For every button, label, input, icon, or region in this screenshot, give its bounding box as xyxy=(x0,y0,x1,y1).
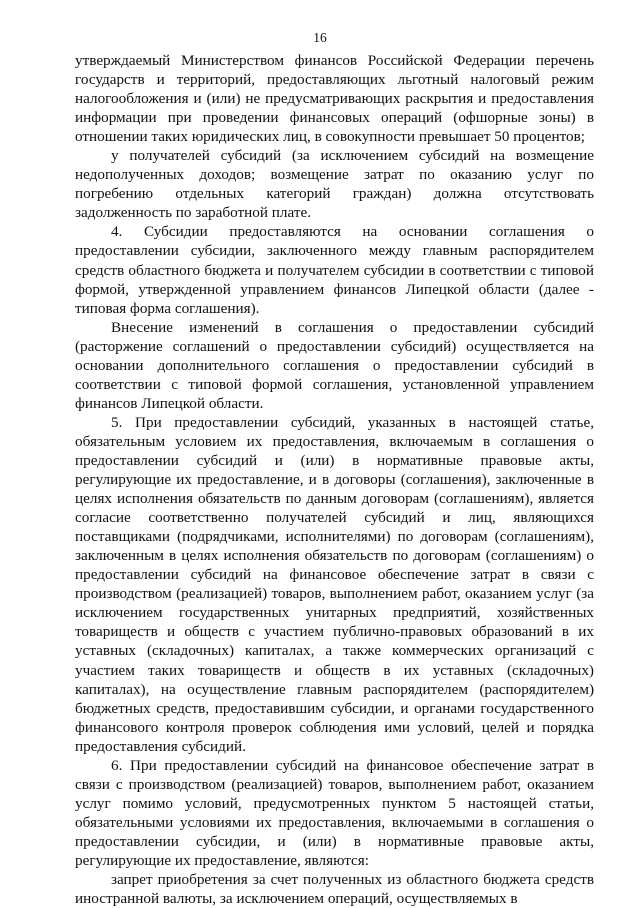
paragraph-wage-arrears-condition: у получателей субсидий (за исключением субсидий на возмещение недополученных доходов; возмещение затрат по оказанию услуг по погребению отдельных категорий граждан) должна отсутствовать задолженность по заработной плате. xyxy=(75,147,594,222)
paragraph-foreign-currency-ban: запрет приобретения за счет полученных из областного бюджета средств иностранной валюты, за исключением операций, осуществляемых в xyxy=(75,871,594,908)
document-body xyxy=(75,51,594,908)
paragraph-clause-4: 4. Субсидии предоставляются на основании соглашения о предоставлении субсидии, заключенного между главным распорядителем средств областного бюджета и получателем субсидии в соответствии с типовой формой, утвержденной управлением финансов Липецкой области (далее - типовая форма соглашения). xyxy=(75,223,594,317)
paragraph-agreement-amendments: Внесение изменений в соглашения о предоставлении субсидий (расторжение соглашений о предоставлении субсидий) осуществляется на основании дополнительного соглашения о предоставлении субсидий в соответствии с типовой формой соглашения, установленной управлением финансов Липецкой области. xyxy=(75,318,594,412)
paragraph-offshore-continuation: утверждаемый Министерством финансов Российской Федерации перечень государств и территорий, предоставляющих льготный налоговый режим налогообложения и (или) не предусматривающих раскрытия и предоставления информации при проведении финансовых операций (офшорные зоны) в отношении таких юридических лиц, в совокупности превышает 50 процентов; xyxy=(75,52,594,146)
paragraph-clause-6: 6. При предоставлении субсидий на финансовое обеспечение затрат в связи с производством (реализацией) товаров, выполнением работ, оказанием услуг помимо условий, предусмотренных пунктом 5 настоящей статьи, обязательными условиями их предоставления, включаемыми в соглашения о предоставлении субсидии, и (или) в нормативные правовые акты, регулирующие их предоставление, являются: xyxy=(75,756,594,869)
page-number: 16 xyxy=(313,30,327,45)
paragraph-clause-5: 5. При предоставлении субсидий, указанных в настоящей статье, обязательным условием их предоставления, включаемым в соглашения о предоставлении субсидий и (или) в нормативные правовые акты, регулирующие их предоставление, и в договоры (соглашения), заключенные в целях исполнения обязательств по данным договорам (соглашениям), является согласие соответственно получателей субсидий и лиц, являющихся поставщиками (подрядчиками, исполнителями) по договорам (соглашениям), заключенным в целях исполнения обязательств по договорам (соглашениям) о предоставлении субсидий на финансовое обеспечение затрат в связи с производством (реализацией) товаров, выполнением работ, оказанием услуг (за исключением государственных унитарных предприятий, хозяйственных товариществ и обществ с участием публично-правовых образований в их уставных (складочных) капиталах, а также коммерческих организаций с участием таких товариществ и обществ в их уставных (складочных) капиталах), на осуществление главным распорядителем (распорядителем) бюджетных средств, предоставившим субсидии, и органами государственного финансового контроля проверок соблюдения ими условий, целей и порядка предоставления субсидий. xyxy=(75,413,594,755)
